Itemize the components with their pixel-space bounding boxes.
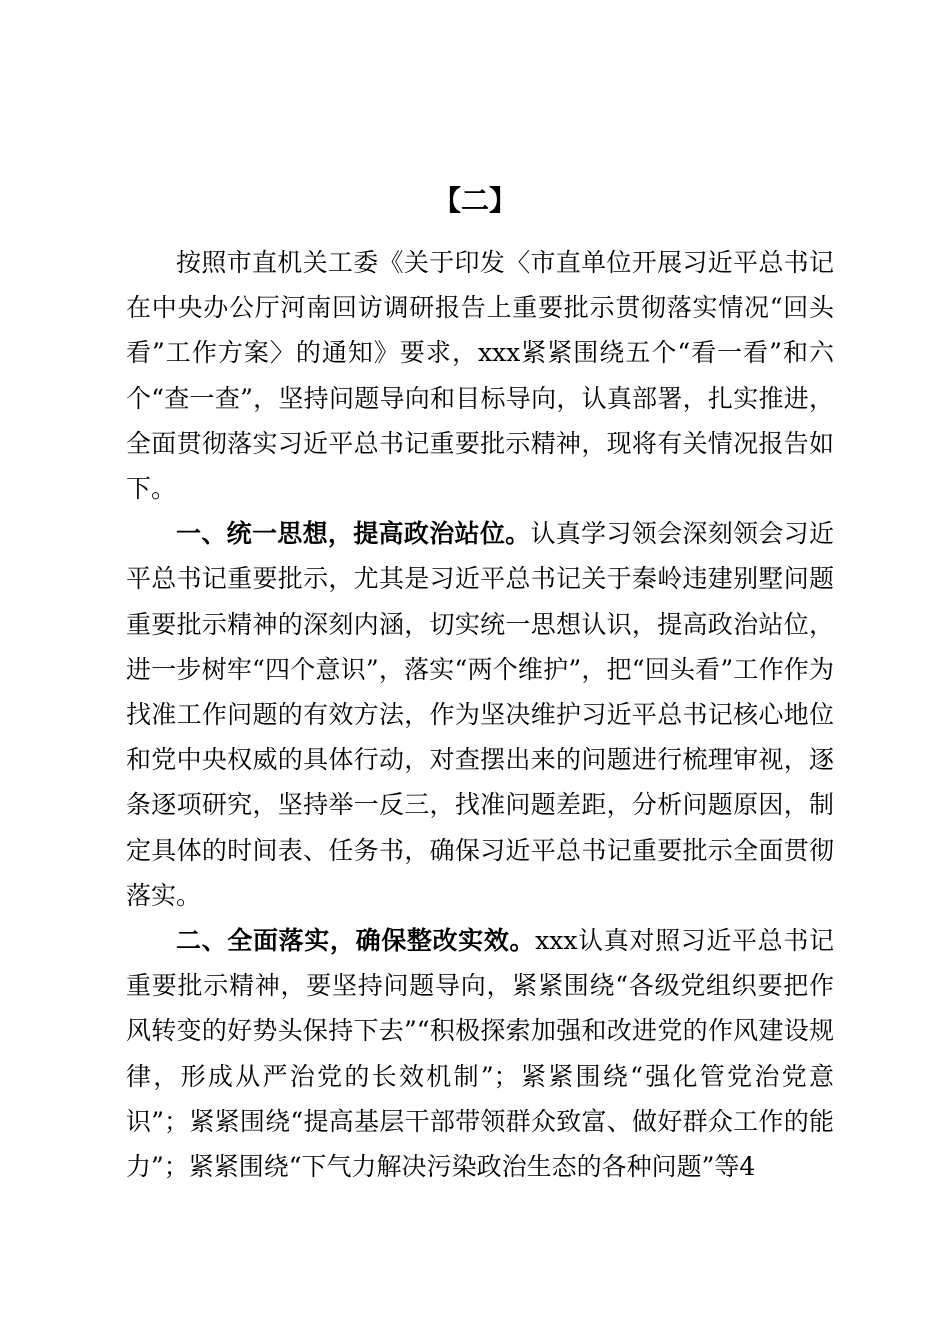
paragraph-text: 按照市直机关工委《关于印发〈市直单位开展习近平总书记在中央办公厅河南回访调研报告上重要批示贯彻落实情况“回头看”工作方案〉的通知》要求，xxx紧紧围绕五个“看一看”和六个“查一查”，坚持问题导向和目标导向，认真部署，扎实推进，全面贯彻落实习近平总书记重要批示精神，现将有关情况报告如下。 <box>126 248 834 504</box>
paragraph-text: 认真学习领会深刻领会习近平总书记重要批示，尤其是习近平总书记关于秦岭违建别墅问题重要批示精神的深刻内涵，切实统一思想认识，提高政治站位，进一步树牢“四个意识”，落实“两个维护”，把“回头看”工作作为找准工作问题的有效方法，作为坚决维护习近平总书记核心地位和党中央权威的具体行动，对查摆出来的问题进行梳理审视，逐条逐项研究，坚持举一反三，找准问题差距，分析问题原因，制定具体的时间表、任务书，确保习近平总书记重要批示全面贯彻落实。 <box>126 519 834 910</box>
intro-paragraph <box>126 240 834 511</box>
paragraph-text: xxx认真对照习近平总书记重要批示精神，要坚持问题导向，紧紧围绕“各级党组织要把作风转变的好势头保持下去”“积极探索加强和改进党的作风建设规律，形成从严治党的长效机制”；紧紧围绕“强化管党治党意识”；紧紧围绕“提高基层干部带领群众致富、做好群众工作的能力”；紧紧围绕“下气力解决污染政治生态的各种问题”等4 <box>126 926 834 1182</box>
paragraph-lead: 二、全面落实，确保整改实效。 <box>176 926 536 956</box>
section-two-paragraph <box>126 918 834 1189</box>
paragraph-lead: 一、统一思想，提高政治站位。 <box>176 519 531 549</box>
document-body <box>126 240 834 1189</box>
section-one-paragraph <box>126 511 834 918</box>
section-title: 【二】 <box>432 184 517 217</box>
